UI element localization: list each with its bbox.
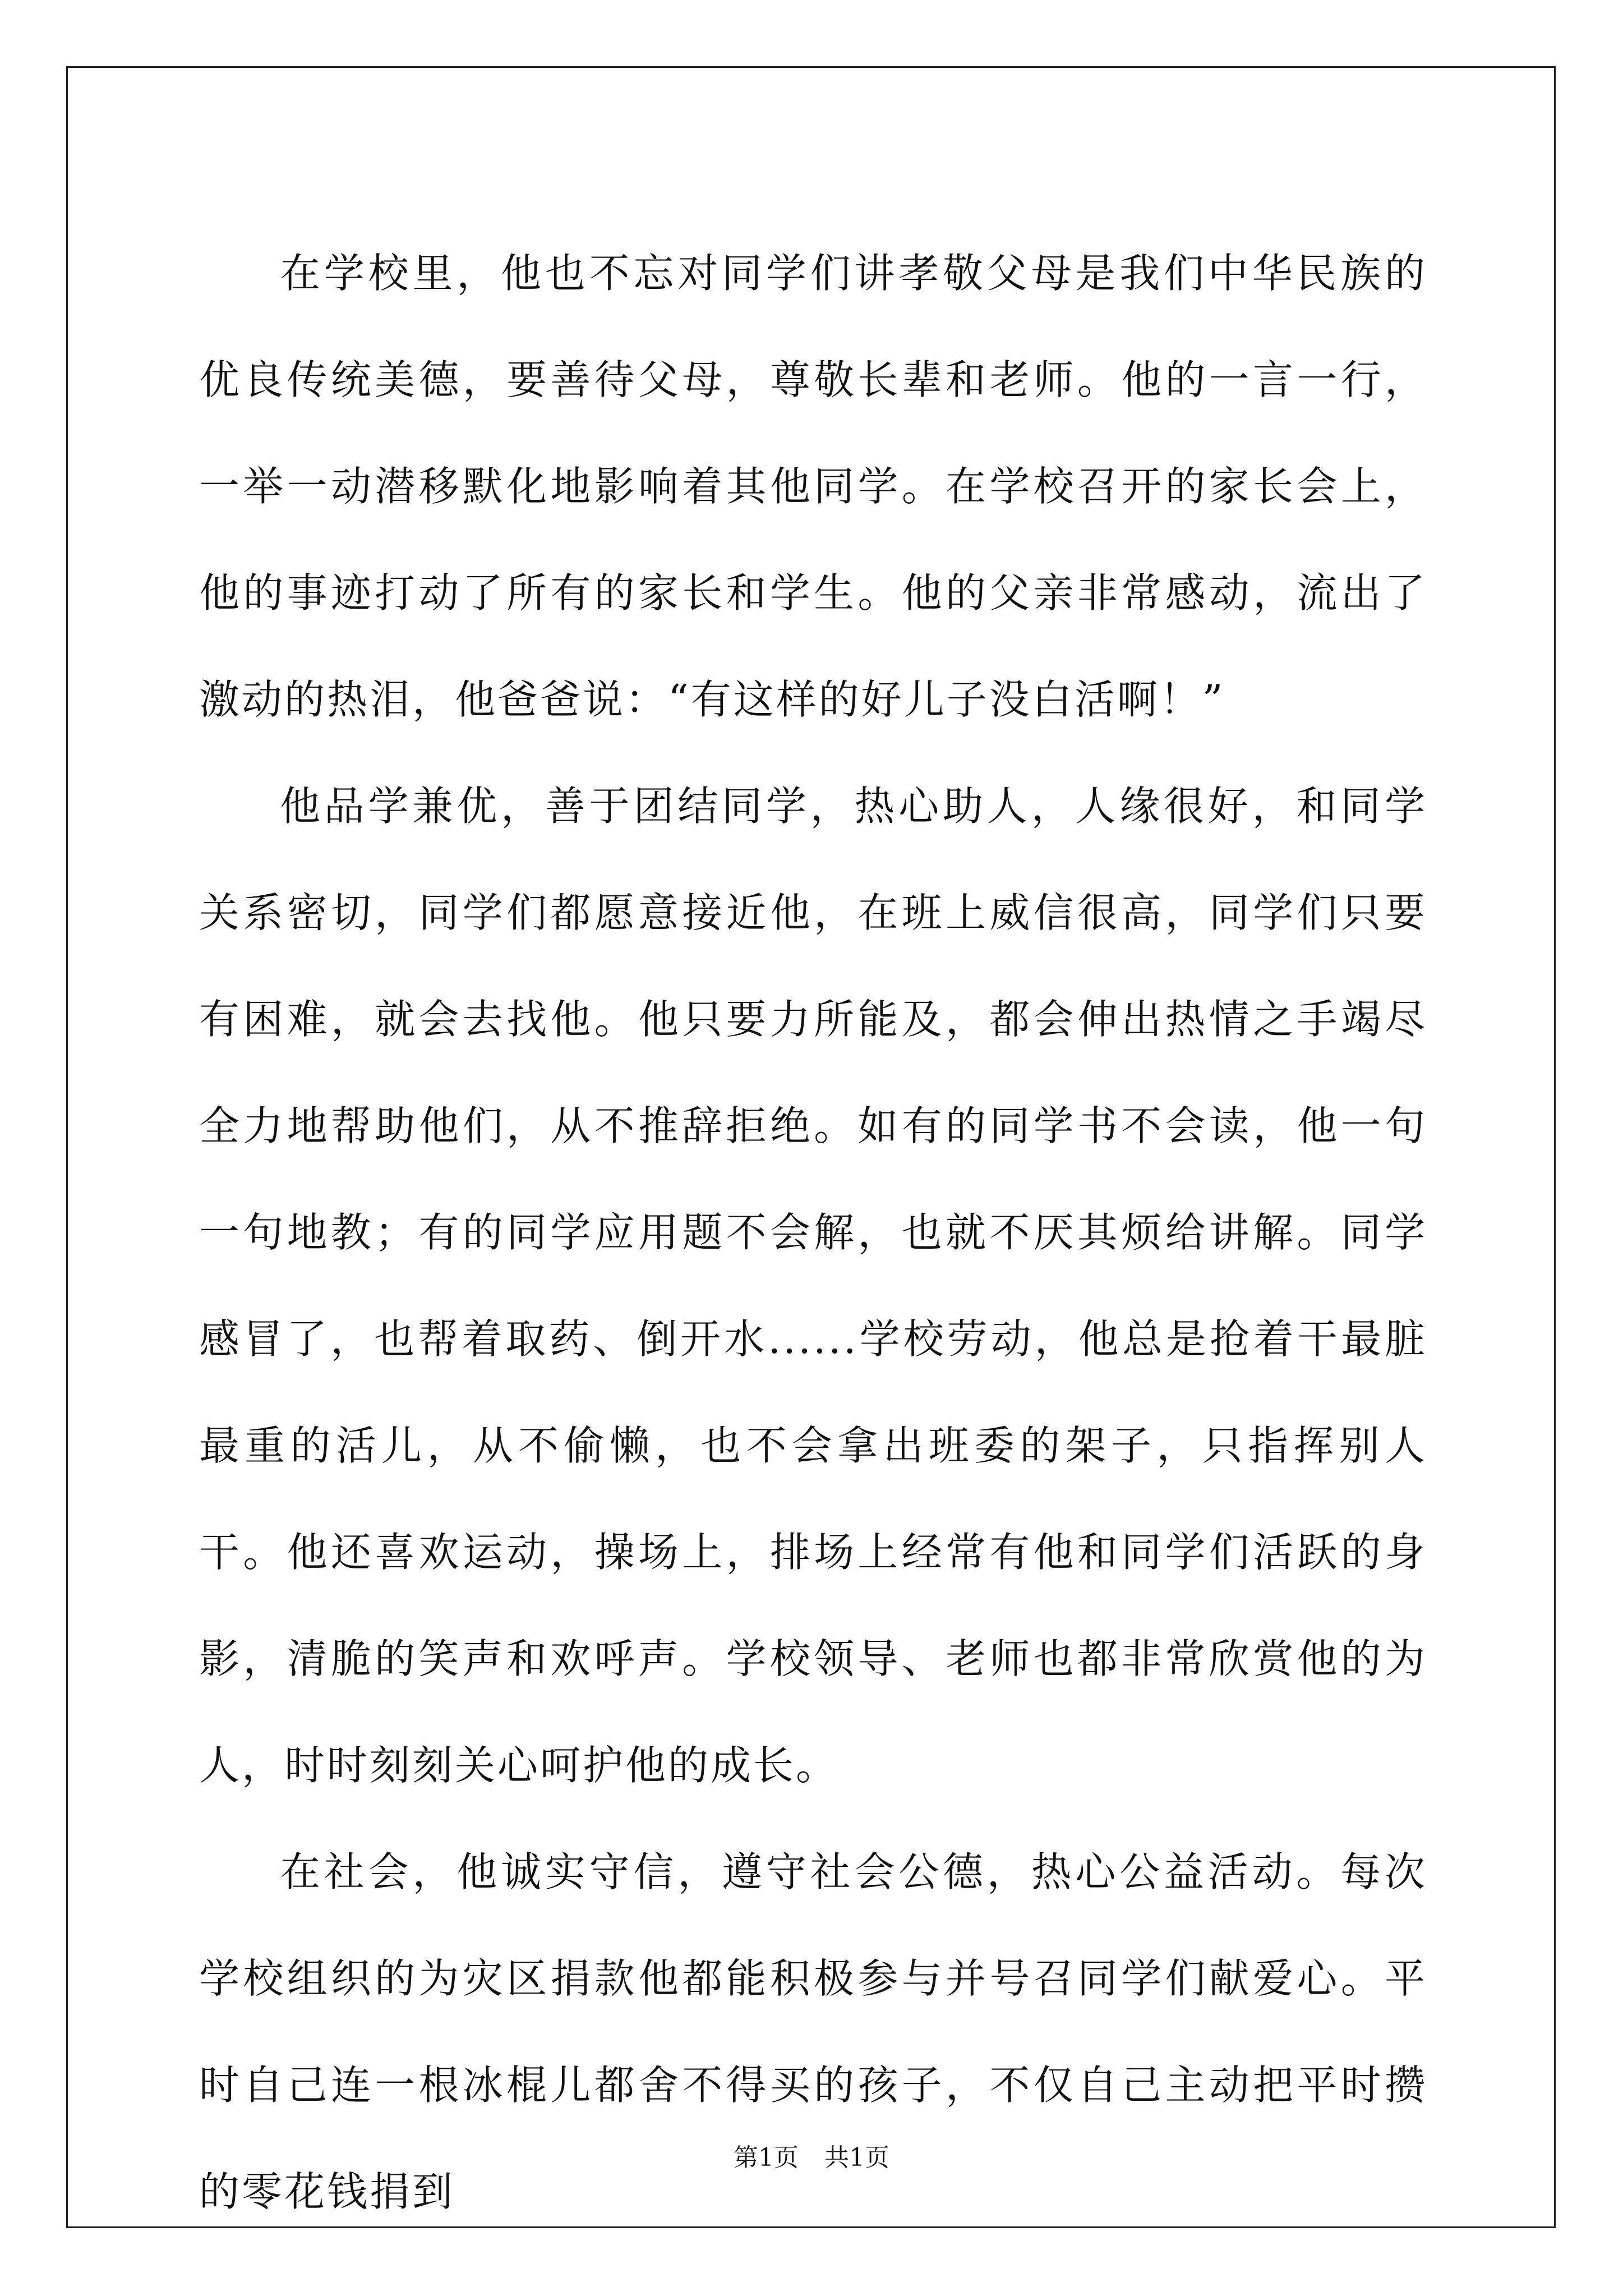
paragraph-school: 在学校里，他也不忘对同学们讲孝敬父母是我们中华民族的优良传统美德，要善待父母，尊敬长辈和老师。他的一言一行，一举一动潜移默化地影响着其他同学。在学校召开的家长会上，他的事迹打动了所有的家长和学生。他的父亲非常感动，流出了激动的热泪，他爸爸说：“有这样的好儿子没白活啊！”	[199, 250, 1427, 723]
document-body	[199, 220, 1427, 2245]
paragraph-society: 在社会，他诚实守信，遵守社会公德，热心公益活动。每次学校组织的为灾区捐款他都能积极参与并号召同学们献爱心。平时自己连一根冰棍儿都舍不得买的孩子，不仅自己主动把平时攒的零花钱捐到	[199, 1848, 1427, 2215]
page-total: 共1页	[824, 2143, 889, 2172]
page-footer	[0, 2137, 1623, 2173]
paragraph-classmates: 他品学兼优，善于团结同学，热心助人，人缘很好，和同学关系密切，同学们都愿意接近他，在班上威信很高，同学们只要有困难，就会去找他。他只要力所能及，都会伸出热情之手竭尽全力地帮助他们，从不推辞拒绝。如有的同学书不会读，他一句一句地教；有的同学应用题不会解，也就不厌其烦给讲解。同学感冒了，也帮着取药、倒开水......学校劳动，他总是抢着干最脏最重的活儿，从不偷懒，也不会拿出班委的架子，只指挥别人干。他还喜欢运动，操场上，排场上经常有他和同学们活跃的身影，清脆的笑声和欢呼声。学校领导、老师也都非常欣赏他的为人，时时刻刻关心呵护他的成长。	[199, 783, 1427, 1789]
page-number: 第1页	[734, 2143, 799, 2172]
